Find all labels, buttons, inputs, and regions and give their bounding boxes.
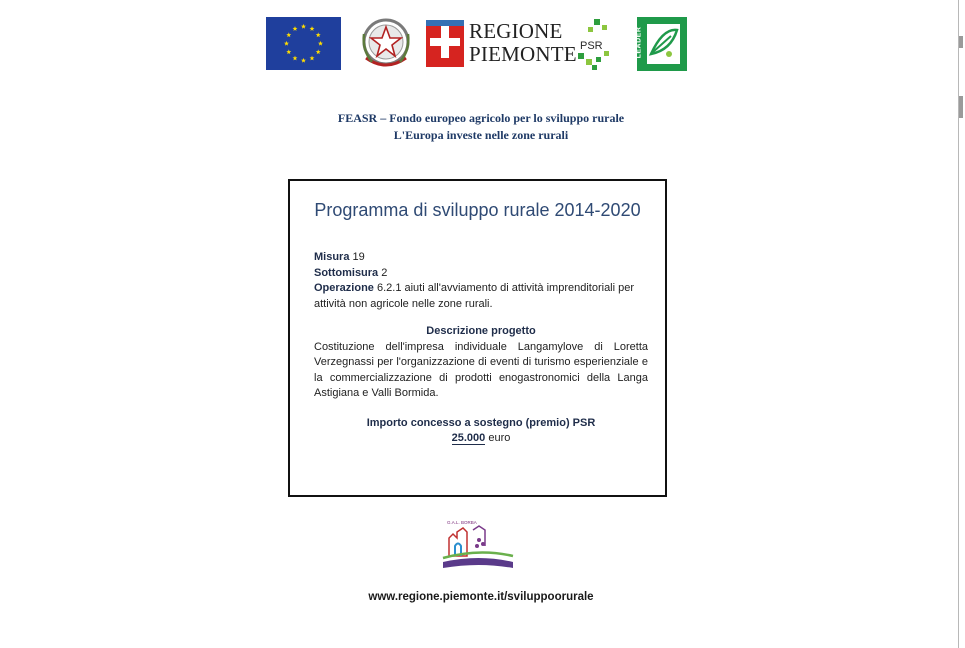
descrizione-heading: Descrizione progetto: [426, 325, 536, 337]
piemonte-shield-icon: [426, 20, 464, 67]
misura-value: 19: [352, 251, 365, 263]
scroll-mark: [959, 36, 963, 48]
regione-line1: REGIONE: [469, 19, 563, 43]
regione-piemonte-logo: [426, 19, 577, 68]
regione-line2: PIEMONTE: [469, 42, 577, 66]
feasr-line1: FEASR – Fondo europeo agricolo per lo sviluppo rurale: [337, 111, 625, 125]
importo-unit: euro: [488, 432, 511, 444]
feasr-header: [0, 110, 962, 144]
operazione-value: 6.2.1 aiuti all'avviamento di attività imprenditoriali per attività non agricole nelle zone rurali.: [314, 282, 635, 310]
descrizione-text: Costituzione dell'impresa individuale Langamylove di Loretta Verzegnassi per l'organizzazione di eventi di turismo esperienziale e la commercializzazione di prodotti enogastronomici della Langa Astigiana e Valli Bormida.: [314, 340, 648, 399]
eu-star-icon: [301, 24, 306, 29]
operazione-label: Operazione: [314, 282, 374, 294]
psr-logo: [574, 17, 616, 71]
eu-star-icon: [286, 49, 291, 54]
website-url[interactable]: www.regione.piemonte.it/sviluppoorurale: [368, 591, 594, 603]
eu-star-icon: [310, 26, 315, 31]
leader-logo: [637, 17, 687, 71]
eu-star-icon: [293, 56, 298, 61]
programme-title: Programma di sviluppo rurale 2014-2020: [314, 200, 641, 220]
importo-value: 25.000: [451, 432, 486, 444]
importo-amount: [314, 431, 648, 447]
importo-heading: Importo concesso a sostegno (premio) PSR: [366, 416, 596, 429]
operazione-line: [314, 281, 648, 312]
programme-box: [288, 179, 667, 497]
sottomisura-label: Sottomisura: [314, 266, 379, 279]
sottomisura-value: 2: [381, 266, 388, 279]
eu-star-icon: [293, 26, 298, 31]
gal-borba-logo: [439, 516, 517, 572]
psr-text: PSR: [580, 40, 603, 52]
programme-details: [314, 250, 648, 447]
regione-piemonte-wordmark: [469, 20, 577, 66]
feasr-line2: L'Europa investe nelle zone rurali: [393, 128, 569, 142]
eu-star-icon: [284, 41, 289, 46]
eu-star-icon: [316, 49, 321, 54]
misura-label: Misura: [314, 251, 350, 263]
eu-star-icon: [301, 58, 306, 63]
leader-text: LEADER: [635, 26, 643, 59]
sottomisura-line: [314, 266, 648, 282]
eu-star-icon: [318, 41, 323, 46]
eu-star-icon: [286, 32, 291, 37]
eu-star-icon: [316, 32, 321, 37]
gal-text: G.A.L. BORBA: [447, 520, 477, 525]
eu-flag-logo: [266, 17, 341, 70]
misura-line: [314, 250, 648, 266]
eu-star-icon: [310, 56, 315, 61]
italian-republic-emblem: [358, 14, 414, 72]
eu-stars-icon: [266, 17, 341, 70]
